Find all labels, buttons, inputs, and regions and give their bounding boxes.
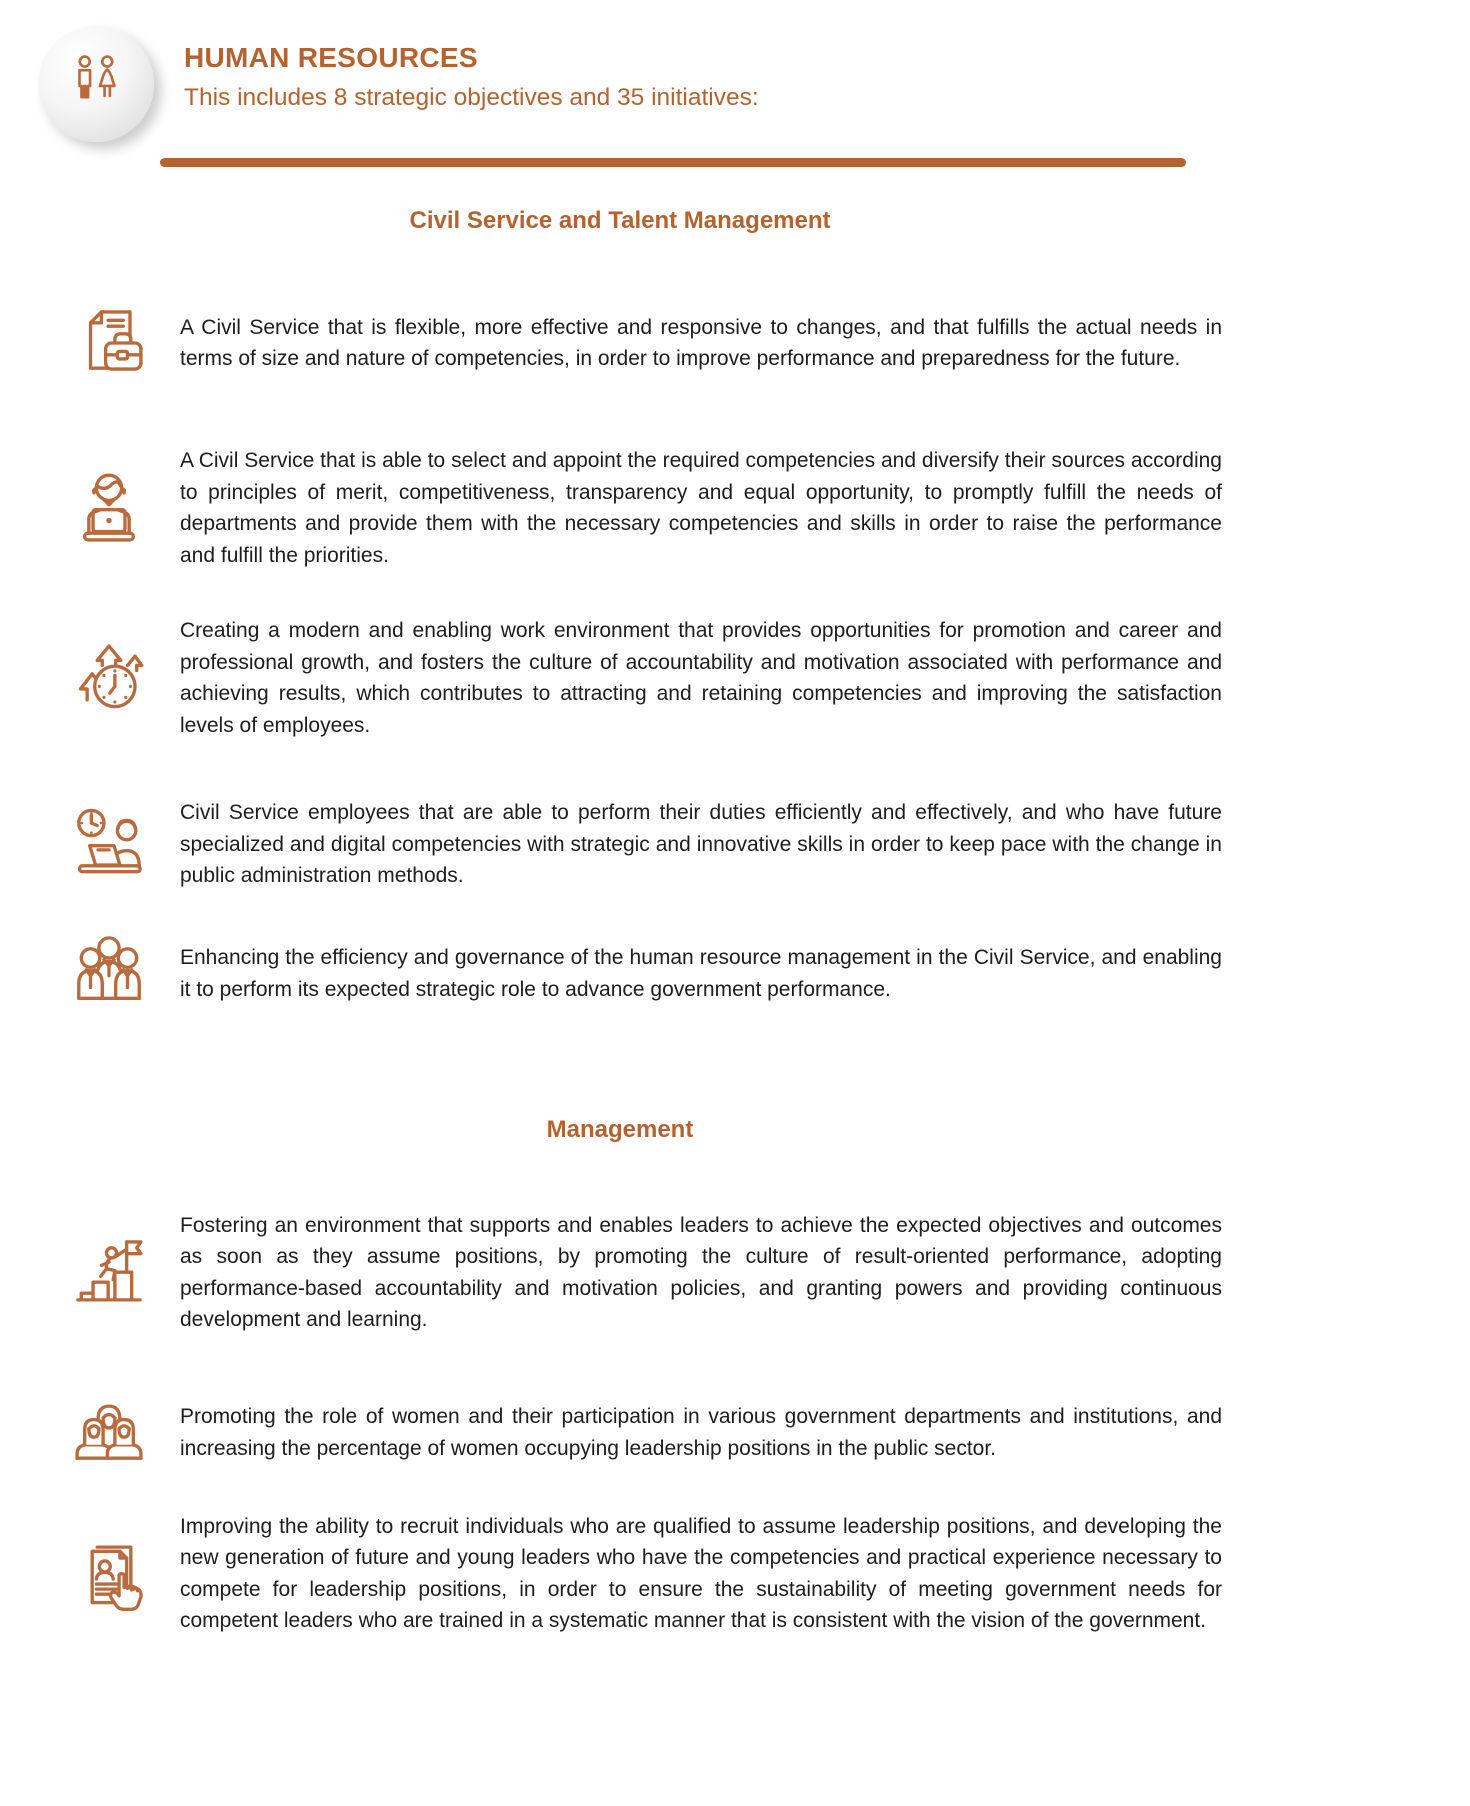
objective-row [0, 797, 1470, 892]
team-men-icon [67, 932, 151, 1016]
icon-cell [38, 1231, 180, 1315]
page-subtitle: This includes 8 strategic objectives and 35 initiatives: [184, 84, 759, 111]
header [0, 0, 1470, 142]
icon-cell [38, 301, 180, 385]
person-laptop-icon [67, 466, 151, 550]
section-heading-management: Management [546, 1115, 694, 1143]
hr-badge [38, 26, 154, 142]
icon-cell [38, 1391, 180, 1475]
objective-row [0, 301, 1470, 385]
leader-flag-icon [67, 1231, 151, 1315]
objective-text: Improving the ability to recruit individuals who are qualified to assume leadership positions, and developing the new generation of future and young leaders who have the competencies and practical experience necessary to compete for leadership positions, in order to ensure the sustainability of meeting government needs for competent leaders who are trained in a systematic manner that is consistent with the vision of the government. [180, 1514, 1222, 1632]
icon-cell [38, 802, 180, 886]
icon-cell [38, 932, 180, 1016]
growth-clock-icon [67, 636, 151, 720]
header-divider [160, 158, 1186, 167]
objective-text: Creating a modern and enabling work environment that provides opportunities for promotion and career and professional growth, and fosters the culture of accountability and motivation associated with performance and achieving results, which contributes to attracting and retaining competencies and improving the satisfaction levels of employees. [180, 619, 1222, 737]
section-heading-civil-service: Civil Service and Talent Management [409, 207, 831, 234]
cv-recruitment-icon [67, 1532, 151, 1616]
header-text [184, 26, 759, 112]
page-title: HUMAN RESOURCES [184, 42, 478, 73]
objective-text: Fostering an environment that supports and enables leaders to achieve the expected objectives and outcomes as soon as they assume positions, by promoting the culture of result-oriented performance, adopting performance-based accountability and motivation policies, and granting powers and providing continuous development and learning. [180, 1213, 1222, 1331]
icon-cell [38, 636, 180, 720]
document-briefcase-icon [67, 301, 151, 385]
objective-text: Promoting the role of women and their participation in various government departments and institutions, and increasing the percentage of women occupying leadership positions in the public sector. [180, 1405, 1222, 1460]
women-group-icon [67, 1391, 151, 1475]
objective-text: Civil Service employees that are able to perform their duties efficiently and effectively, and who have future specialized and digital competencies with strategic and innovative skills in order to keep pace with the change in public administration methods. [180, 801, 1222, 887]
objective-row [0, 1511, 1470, 1637]
objective-row [0, 1210, 1470, 1336]
objective-text: A Civil Service that is able to select and appoint the required competencies and diversify their sources according to principles of merit, competitiveness, transparency and equal opportunity, to promptly fulfill the needs of departments and provide them with the necessary competencies and skills in order to raise the performance and fulfill the priorities. [180, 449, 1222, 567]
icon-cell [38, 1532, 180, 1616]
objective-text: Enhancing the efficiency and governance of the human resource management in the Civil Service, and enabling it to perform its expected strategic role to advance government performance. [180, 946, 1222, 1001]
objective-row [0, 932, 1470, 1016]
icon-cell [38, 466, 180, 550]
objective-row [0, 445, 1470, 571]
objective-row [0, 1391, 1470, 1475]
objective-row [0, 615, 1470, 741]
objective-text: A Civil Service that is flexible, more effective and responsive to changes, and that fulfills the actual needs in terms of size and nature of competencies, in order to improve performance and preparedness for the future. [180, 315, 1222, 370]
man-woman-icon [63, 51, 129, 117]
employee-time-icon [67, 802, 151, 886]
